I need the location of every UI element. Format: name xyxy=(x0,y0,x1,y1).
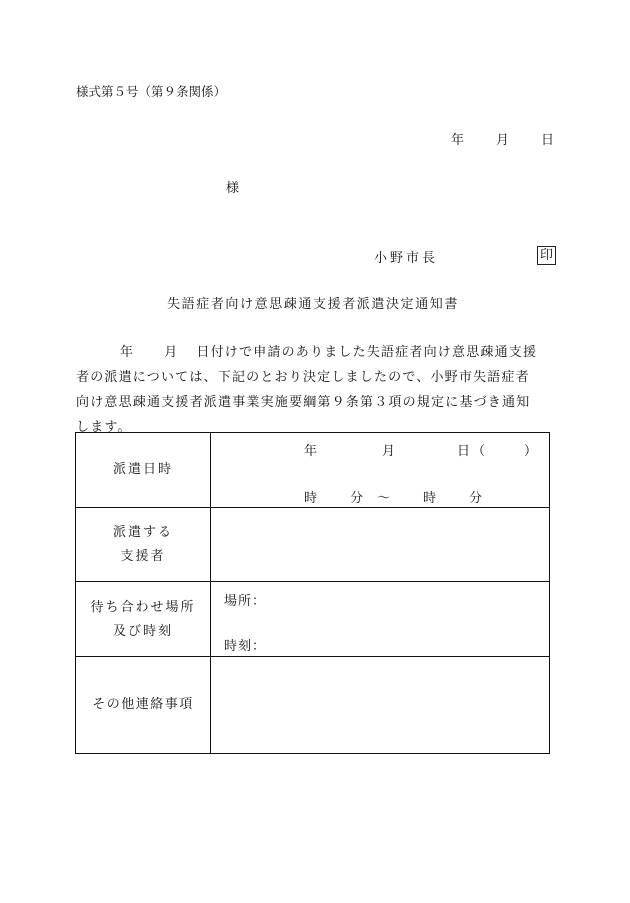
row-divider-1 xyxy=(76,507,549,508)
sender-name: 小野市長 xyxy=(374,251,439,266)
meeting-label-line-2: 及び時刻 xyxy=(112,624,173,639)
dispatch-start-minute: 分 xyxy=(350,491,365,506)
notice-body xyxy=(76,340,554,440)
dispatch-datetime-label: 派遣日時 xyxy=(112,462,173,477)
dispatch-month: 月 xyxy=(382,444,397,459)
document-title: 失語症者向け意思疎通支援者派遣決定通知書 xyxy=(167,297,460,312)
dispatch-paren-close: ） xyxy=(524,444,539,459)
meeting-place-label: 場所： xyxy=(224,594,267,609)
date-month: 月 xyxy=(496,133,510,148)
dispatch-end-minute: 分 xyxy=(469,491,484,506)
body-line-1 xyxy=(76,340,554,365)
dispatch-day: 日 xyxy=(457,444,472,459)
body-month: 月 xyxy=(164,345,179,360)
supporter-label-line-1: 派遣する xyxy=(112,525,173,540)
dispatch-start-hour: 時 xyxy=(304,491,319,506)
body-year: 年 xyxy=(120,345,135,360)
dispatch-paren-open: （ xyxy=(472,444,487,459)
date-year: 年 xyxy=(451,133,465,148)
dispatch-year: 年 xyxy=(304,444,319,459)
supporter-label-line-2: 支援者 xyxy=(120,549,166,564)
row-divider-3 xyxy=(76,656,549,657)
dispatch-range-tilde: ～ xyxy=(377,491,392,506)
column-divider xyxy=(210,433,211,753)
form-number: 様式第５号（第９条関係） xyxy=(76,84,227,99)
other-notes-label: その他連絡事項 xyxy=(92,697,194,712)
row-divider-2 xyxy=(76,581,549,582)
supporter-label xyxy=(76,521,210,569)
meeting-label-line-1: 待ち合わせ場所 xyxy=(90,600,196,615)
dispatch-details-table xyxy=(75,432,550,754)
dispatch-end-hour: 時 xyxy=(423,491,438,506)
body-line-4: します。 xyxy=(76,420,132,435)
addressee-honorific: 様 xyxy=(226,181,240,196)
date-day: 日 xyxy=(541,133,555,148)
body-line-2: 者の派遣については、下記のとおり決定しましたので、小野市失語症者 xyxy=(76,370,530,385)
body-line-3: 向け意思疎通支援者派遣事業実施要綱第９条第３項の規定に基づき通知 xyxy=(76,395,531,410)
meeting-label xyxy=(76,596,210,644)
seal-mark: 印 xyxy=(537,246,556,265)
body-line1-text: 日付けで申請のありました失語症者向け意思疎通支援 xyxy=(196,345,538,360)
meeting-time-label: 時刻： xyxy=(224,639,267,654)
